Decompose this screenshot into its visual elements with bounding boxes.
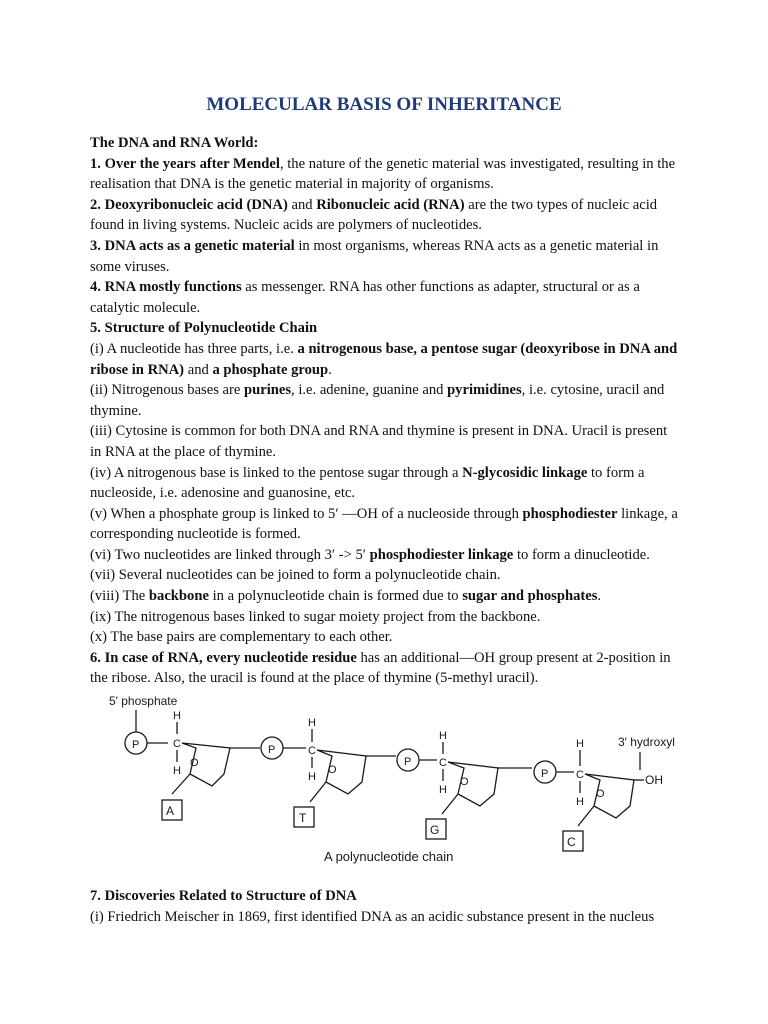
phosphate-label: P [404,756,412,768]
label-5-prime-phosphate: 5′ phosphate [109,694,178,708]
section-heading: The DNA and RNA World: [90,135,259,151]
hydrogen-label: H [439,730,447,742]
point-x: (x) The base pairs are complementary to each other. [90,629,393,646]
hydrogen-label: H [439,784,447,796]
phosphate-label: P [132,739,140,751]
point-ix: (ix) The nitrogenous bases linked to sugar moiety project from the backbone. [90,608,541,625]
polynucleotide-diagram [100,690,690,865]
oxygen-label: O [190,757,199,769]
polynucleotide-figure [100,690,690,865]
point-vi: (vi) Two nucleotides are linked through 3′ -> 5′ phosphodiester linkage to form a dinucleotide. [90,546,650,563]
paragraph-3: 3. DNA acts as a genetic material in most organisms, whereas RNA acts as a genetic material in some viruses. [90,237,659,275]
page-title: MOLECULAR BASIS OF INHERITANCE [206,94,562,115]
point-iii: (iii) Cytosine is common for both DNA and RNA and thymine is present in DNA. Uracil is present in RNA at the place of thymine. [90,423,668,460]
point-v: (v) When a phosphate group is linked to 5′ —OH of a nucleoside through phosphodiester linkage, a corresponding nucleotide is formed. [90,505,678,543]
hydrogen-label: H [173,765,181,777]
hydrogen-label: H [308,771,316,783]
paragraph-4: 4. RNA mostly functions as messenger. RNA has other functions as adapter, structural or as a catalytic molecule. [90,279,640,316]
sugar-ring [448,762,498,806]
document-body-continued [90,886,690,927]
oxygen-label: O [596,788,605,800]
hydrogen-label: H [576,796,584,808]
carbon-label: C [439,757,447,769]
phosphate-label: P [541,768,549,780]
paragraph-5-heading: 5. Structure of Polynucleotide Chain [90,320,318,337]
figure-caption: A polynucleotide chain [324,849,454,864]
oxygen-label: O [328,764,337,776]
hydrogen-label: H [576,738,584,750]
point-i: (i) A nucleotide has three parts, i.e. a nitrogenous base, a pentose sugar (deoxyribose in DNA and ribose in RNA) and a phosphate group. [90,340,678,378]
base-a: A [166,804,175,818]
paragraph-7-heading: 7. Discoveries Related to Structure of DNA [90,888,357,904]
point-viii: (viii) The backbone in a polynucleotide chain is formed due to sugar and phosphates. [90,588,602,605]
hydroxyl-label: OH [645,773,663,787]
document-body [90,133,680,689]
oxygen-label: O [460,776,469,788]
base-c: C [567,835,576,849]
point-ii: (ii) Nitrogenous bases are purines, i.e. adenine, guanine and pyrimidines, i.e. cytosine, uracil and thymine. [90,382,665,419]
carbon-label: C [308,745,316,757]
base-g: G [430,823,440,837]
point-vii: (vii) Several nucleotides can be joined to form a polynucleotide chain. [90,567,501,584]
point-iv: (iv) A nitrogenous base is linked to the pentose sugar through a N-glycosidic linkage to form a nucleoside, i.e. adenosine and guanosine, etc. [90,464,645,502]
base-t: T [299,811,307,825]
paragraph-1: 1. Over the years after Mendel, the nature of the genetic material was investigated, resulting in the realisation that DNA is the genetic material in majority of organisms. [90,155,676,193]
sugar-ring [585,774,634,818]
sugar-ring [317,750,366,794]
label-3-prime-hydroxyl: 3′ hydroxyl [618,735,675,749]
paragraph-6: 6. In case of RNA, every nucleotide residue has an additional—OH group present at 2-position in the ribose. Also, the uracil is found at the place of thymine (5-methyl uracil). [90,649,671,687]
carbon-label: C [576,769,584,781]
discovery-i: (i) Friedrich Meischer in 1869, first identified DNA as an acidic substance present in the nucleus [90,908,655,925]
paragraph-2: 2. Deoxyribonucleic acid (DNA) and Ribonucleic acid (RNA) are the two types of nucleic acid found in living systems. Nucleic acids are polymers of nucleotides. [90,196,658,234]
hydrogen-label: H [308,717,316,729]
carbon-label: C [173,738,181,750]
phosphate-label: P [268,744,276,756]
hydrogen-label: H [173,710,181,722]
